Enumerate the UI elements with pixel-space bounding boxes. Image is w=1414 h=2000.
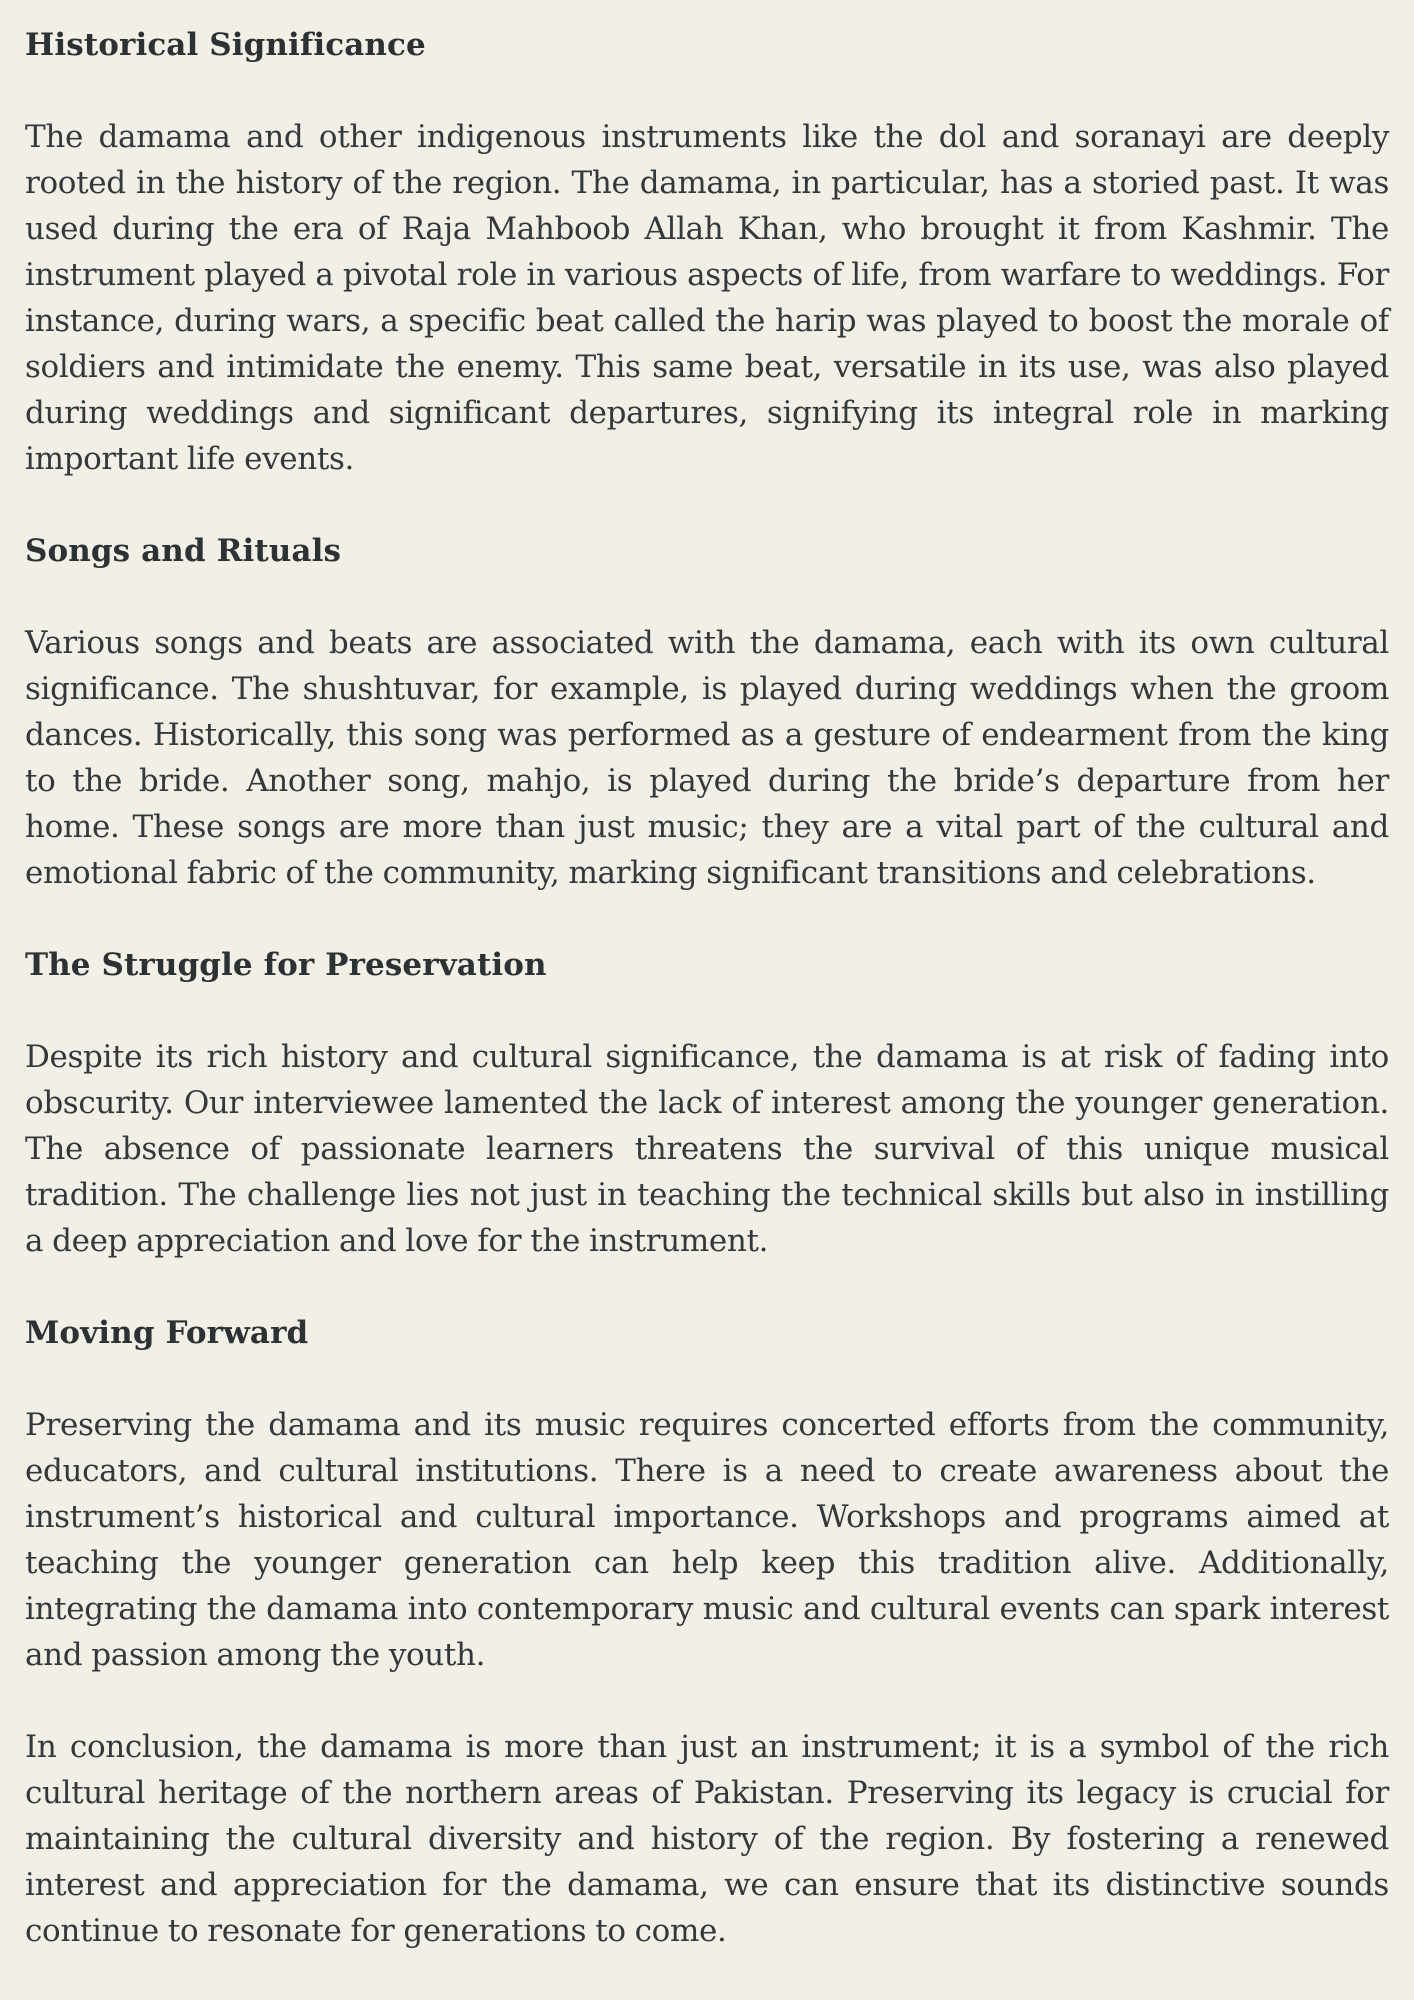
section-heading-songs-and-rituals: Songs and Rituals: [25, 533, 342, 569]
spacer: [25, 988, 1389, 1034]
paragraph-conclusion: In conclusion, the damama is more than just an instrument; it is a symbol of the rich cultural heritage of the northern areas of Pakistan. Preserving its legacy is crucial for maintaining the cultural diversity and history of the region. By fostering a renewed interest and appreciation for the damama, we can ensure that its distinctive sounds continue to resonate for generations to come.: [25, 1729, 1389, 1949]
spacer: [25, 896, 1389, 942]
section-heading-moving-forward: Moving Forward: [25, 1315, 309, 1351]
paragraph-songs-and-rituals: Various songs and beats are associated with the damama, each with its own cultural significance. The shushtuvar, for example, is played during weddings when the groom dances. Historically, this song was performed as a gesture of endearment from the king to the bride. Another song, mahjo, is played during the bride’s departure from her home. These songs are more than just music; they are a vital part of the cultural and emotional fabric of the community, marking significant transitions and celebrations.: [25, 625, 1389, 891]
spacer: [25, 1356, 1389, 1402]
section-heading-historical-significance: Historical Significance: [25, 27, 426, 63]
spacer: [25, 1678, 1389, 1724]
spacer: [25, 482, 1389, 528]
spacer: [25, 68, 1389, 114]
paragraph-struggle-for-preservation: Despite its rich history and cultural significance, the damama is at risk of fading into obscurity. Our interviewee lamented the lack of interest among the younger generation. The absence of passionate learners threatens the survival of this unique musical tradition. The challenge lies not just in teaching the technical skills but also in instilling a deep appreciation and love for the instrument.: [25, 1039, 1389, 1259]
paragraph-historical-significance: The damama and other indigenous instruments like the dol and soranayi are deeply rooted in the history of the region. The damama, in particular, has a storied past. It was used during the era of Raja Mahboob Allah Khan, who brought it from Kashmir. The instrument played a pivotal role in various aspects of life, from warfare to weddings. For instance, during wars, a specific beat called the harip was played to boost the morale of soldiers and intimidate the enemy. This same beat, versatile in its use, was also played during weddings and significant departures, signifying its integral role in marking important life events.: [25, 119, 1389, 477]
section-heading-struggle-for-preservation: The Struggle for Preservation: [25, 947, 547, 983]
spacer: [25, 1264, 1389, 1310]
spacer: [25, 574, 1389, 620]
paragraph-moving-forward: Preserving the damama and its music requires concerted efforts from the community, educators, and cultural institutions. There is a need to create awareness about the instrument’s historical and cultural importance. Workshops and programs aimed at teaching the younger generation can help keep this tradition alive. Additionally, integrating the damama into contemporary music and cultural events can spark interest and passion among the youth.: [25, 1407, 1389, 1673]
